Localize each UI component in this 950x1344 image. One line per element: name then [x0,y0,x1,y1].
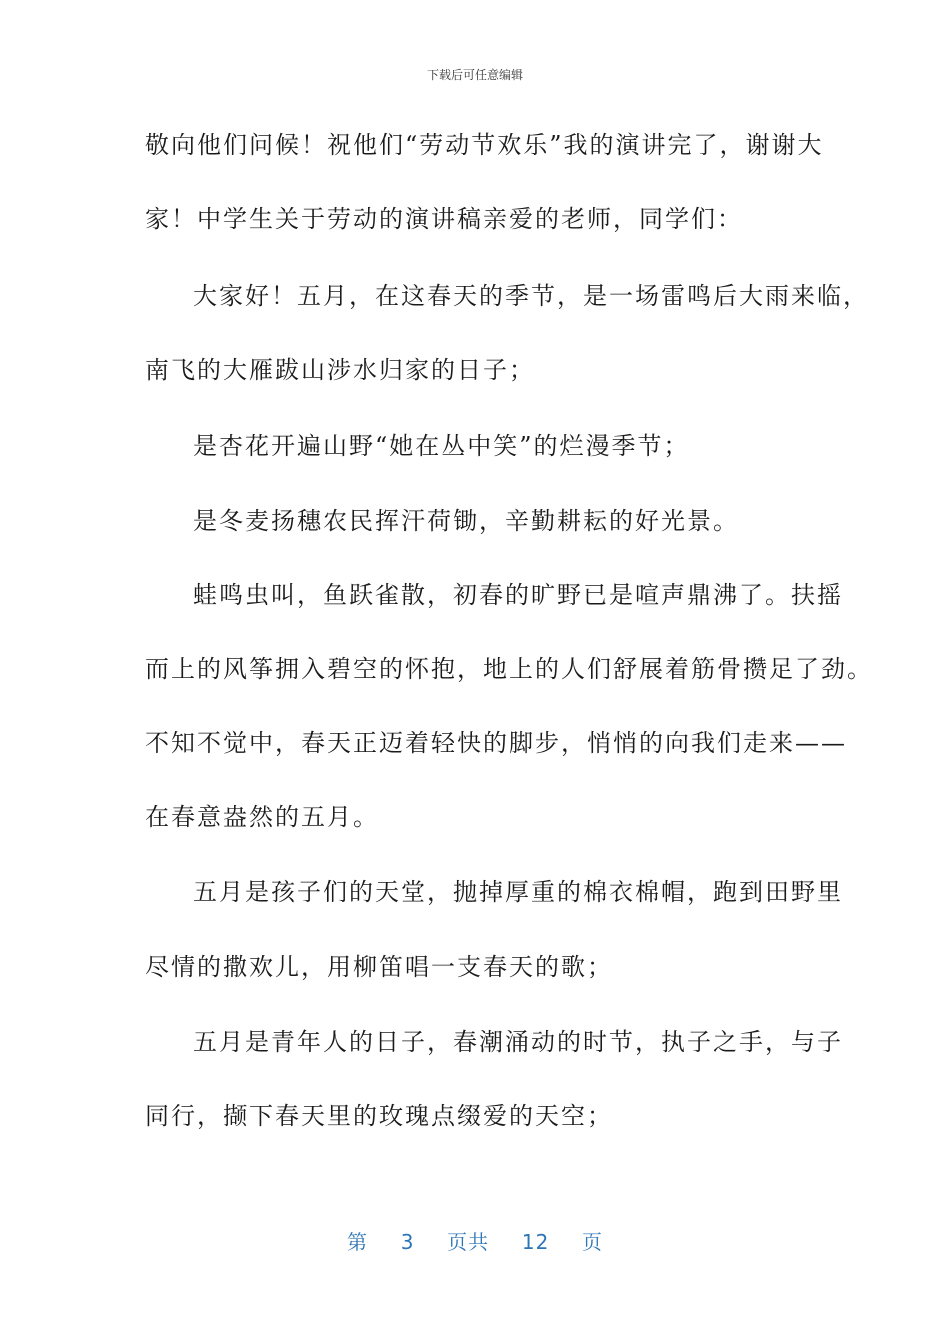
footer-current-page: 3 [400,1230,415,1254]
footer-total-pages: 12 [521,1230,550,1254]
text-line-6: 是冬麦扬穗农民挥汗荷锄，辛勤耕耘的好光景。 [193,507,739,535]
text-line-11: 五月是孩子们的天堂，抛掉厚重的棉衣棉帽，跑到田野里 [193,878,843,906]
text-line-7: 蛙鸣虫叫，鱼跃雀散，初春的旷野已是喧声鼎沸了。扶摇 [193,581,843,609]
text-line-4: 南飞的大雁跋山涉水归家的日子； [145,356,535,384]
text-line-3: 大家好！五月，在这春天的季节，是一场雷鸣后大雨来临， [193,282,869,310]
text-line-8: 而上的风筝拥入碧空的怀抱，地上的人们舒展着筋骨攒足了劲。 [145,655,873,683]
page-header: 下载后可任意编辑 [426,68,523,82]
text-line-5: 是杏花开遍山野“她在丛中笑”的烂漫季节； [193,432,690,460]
footer-prefix: 第 [346,1230,368,1254]
text-line-12: 尽情的撒欢儿，用柳笛唱一支春天的歌； [145,953,613,981]
text-line-9: 不知不觉中，春天正迈着轻快的脚步，悄悄的向我们走来—— [145,729,847,757]
text-line-1: 敬向他们问候！祝他们“劳动节欢乐”我的演讲完了，谢谢大 [145,131,824,159]
footer-middle: 页共 [447,1230,490,1254]
text-line-13: 五月是青年人的日子，春潮涌动的时节，执子之手，与子 [193,1028,843,1056]
page-footer [0,1226,950,1255]
text-line-14: 同行，撷下春天里的玫瑰点缀爱的天空； [145,1102,613,1130]
text-line-10: 在春意盎然的五月。 [145,803,379,831]
text-line-2: 家！中学生关于劳动的演讲稿亲爱的老师，同学们： [145,205,743,233]
footer-suffix: 页 [582,1230,604,1254]
